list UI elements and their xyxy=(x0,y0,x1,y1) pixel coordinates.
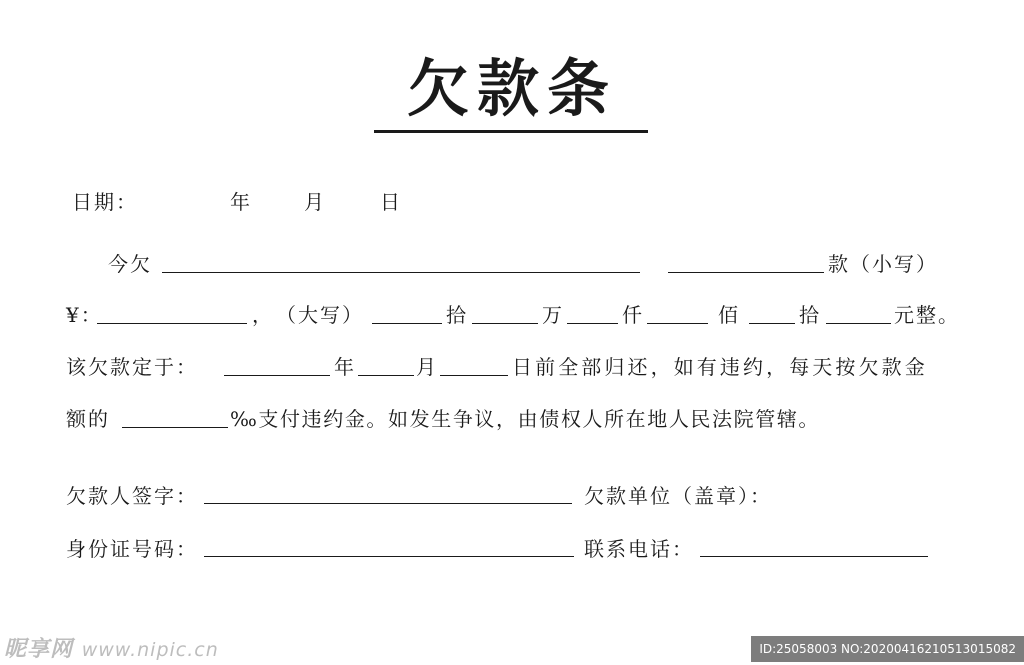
unit-wan-label: 万 xyxy=(542,303,564,327)
shi-field[interactable] xyxy=(749,323,795,324)
phone-label: 联系电话： xyxy=(584,537,694,561)
due-date-suffix: 日前全部归还，如有违约，每天按欠款金 xyxy=(512,355,928,379)
penalty-prefix: 额的 xyxy=(66,407,110,431)
image-id-badge: ID:25058003 NO:20200416210513015082 xyxy=(751,636,1024,662)
unit-bai-label: 佰 xyxy=(718,303,740,327)
yuan-field[interactable] xyxy=(826,323,891,324)
site-url-text: www.nipic.cn xyxy=(81,639,219,661)
qian-field[interactable] xyxy=(567,323,618,324)
site-logo-text: 昵享网 xyxy=(4,637,74,662)
date-day-label: 日 xyxy=(380,190,402,214)
yen-amount-field[interactable] xyxy=(97,323,247,324)
document-title: 欠款条 xyxy=(406,52,617,125)
debtor-sign-label: 欠款人签字： xyxy=(66,484,198,508)
date-year-label: 年 xyxy=(230,190,252,214)
due-day-field[interactable] xyxy=(440,375,508,376)
uppercase-label: （大写） xyxy=(276,303,364,327)
wan-field[interactable] xyxy=(472,323,538,324)
due-month-label: 月 xyxy=(416,355,438,379)
id-number-label: 身份证号码： xyxy=(66,537,198,561)
unit-shi-label: 拾 xyxy=(446,303,468,327)
debtor-sign-field[interactable] xyxy=(204,503,572,504)
id-number-field[interactable] xyxy=(204,556,574,557)
unit-qian-label: 仟 xyxy=(622,303,644,327)
yen-label: ¥： xyxy=(66,303,103,327)
creditor-name-field[interactable] xyxy=(162,272,640,273)
due-month-field[interactable] xyxy=(358,375,414,376)
due-year-field[interactable] xyxy=(224,375,330,376)
date-month-label: 月 xyxy=(304,190,326,214)
title-underline xyxy=(374,130,648,133)
debtor-unit-label: 欠款单位（盖章）： xyxy=(584,484,772,508)
due-date-prefix: 该欠款定于： xyxy=(66,355,198,379)
comma: ， xyxy=(252,303,274,327)
phone-field[interactable] xyxy=(700,556,928,557)
bai-field[interactable] xyxy=(647,323,708,324)
owe-prefix: 今欠 xyxy=(108,252,152,276)
site-watermark xyxy=(4,632,219,663)
amount-lowercase-field[interactable] xyxy=(668,272,824,273)
lowercase-amount-label: 款（小写） xyxy=(828,252,938,276)
date-label: 日期： xyxy=(72,190,138,214)
due-year-label: 年 xyxy=(334,355,356,379)
penalty-rate-field[interactable] xyxy=(122,427,228,428)
penalty-suffix: ‰支付违约金。如发生争议，由债权人所在地人民法院管辖。 xyxy=(230,407,821,431)
yuan-zheng-label: 元整。 xyxy=(894,303,960,327)
unit-shi2-label: 拾 xyxy=(799,303,821,327)
shiwan-field[interactable] xyxy=(372,323,442,324)
